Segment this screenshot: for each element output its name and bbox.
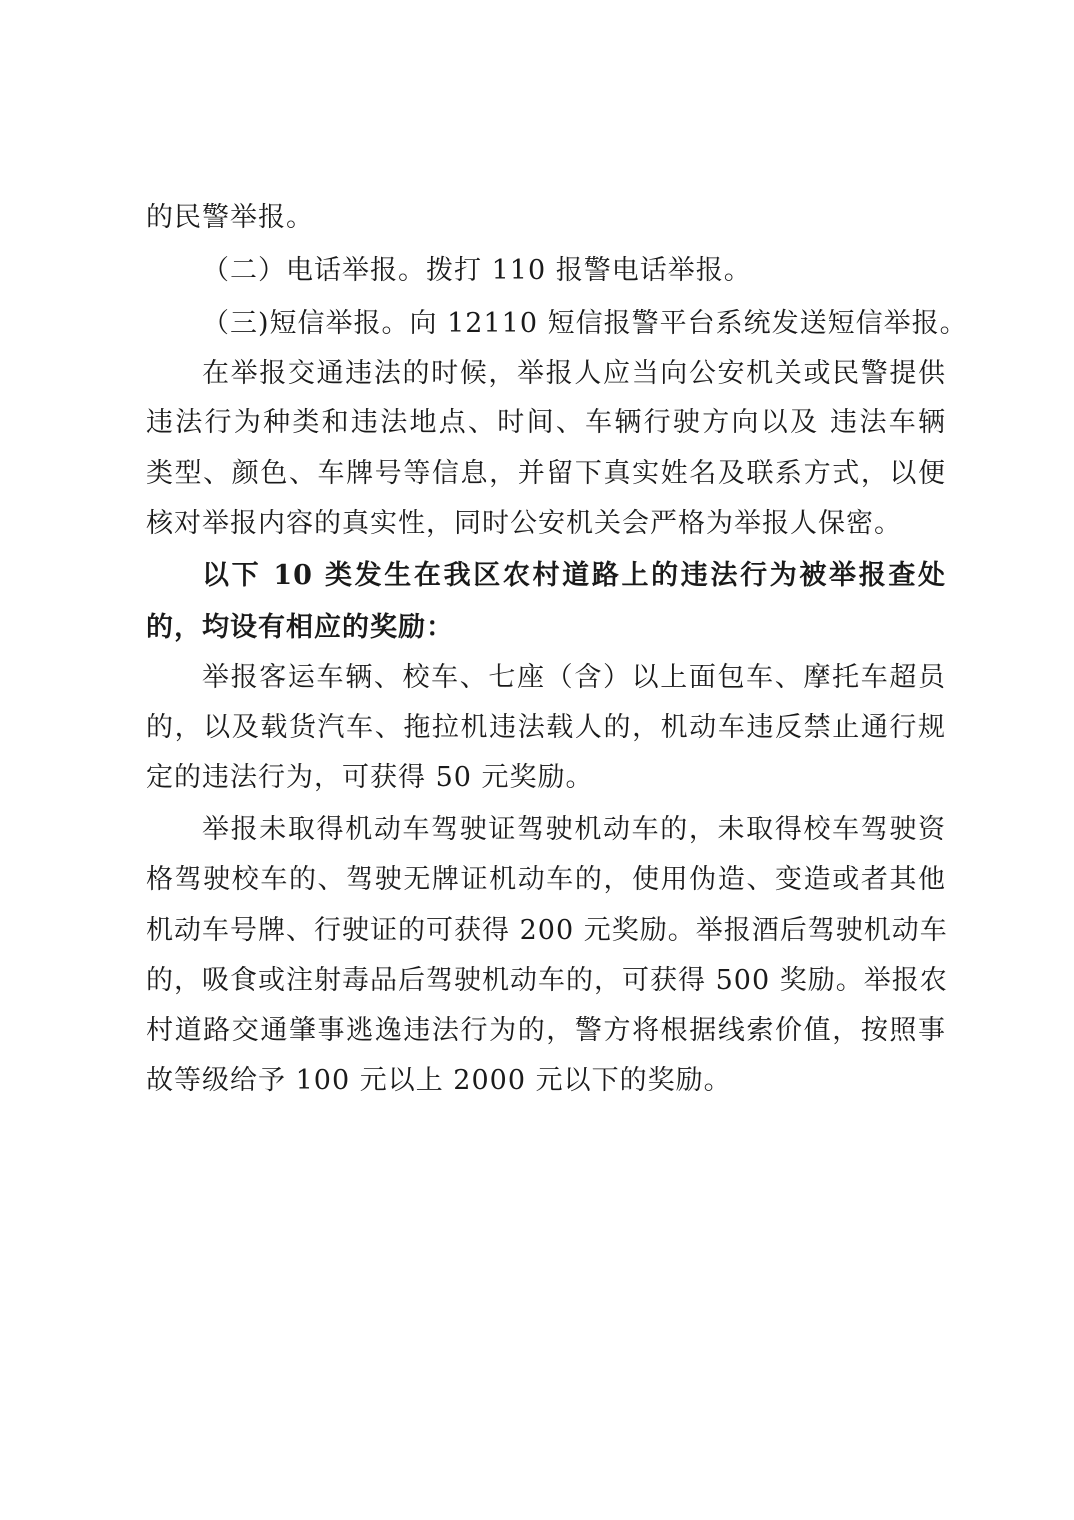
text-line: 故等级给予 100 元以上 2000 元以下的奖励。 <box>146 1065 732 1096</box>
text-line: （二）电话举报。拨打 110 报警电话举报。 <box>202 255 752 286</box>
text-line-bold: 以下 10 类发生在我区农村道路上的违法行为被举报查处 <box>202 560 946 591</box>
text-line: 的，吸食或注射毒品后驾驶机动车的，可获得 500 奖励。举报农 <box>146 965 948 996</box>
text-line: 核对举报内容的真实性，同时公安机关会严格为举报人保密。 <box>146 508 902 539</box>
text-line: 的，以及载货汽车、拖拉机违法载人的，机动车违反禁止通行规 <box>146 712 946 743</box>
text-line: 格驾驶校车的、驾驶无牌证机动车的，使用伪造、变造或者其他 <box>146 864 946 895</box>
text-line: 机动车号牌、行驶证的可获得 200 元奖励。举报酒后驾驶机动车 <box>146 915 948 946</box>
text-line-bold: 的，均设有相应的奖励： <box>146 612 454 643</box>
text-line: 定的违法行为，可获得 50 元奖励。 <box>146 762 594 793</box>
text-line: （三)短信举报。向 12110 短信报警平台系统发送短信举报。 <box>202 308 968 339</box>
text-line: 村道路交通肇事逃逸违法行为的，警方将根据线索价值，按照事 <box>146 1015 946 1046</box>
text-line: 类型、颜色、车牌号等信息，并留下真实姓名及联系方式，以便 <box>146 458 946 489</box>
text-line: 举报未取得机动车驾驶证驾驶机动车的，未取得校车驾驶资 <box>202 814 946 845</box>
text-line: 的民警举报。 <box>146 202 314 233</box>
text-line: 在举报交通违法的时候，举报人应当向公安机关或民警提供 <box>202 358 946 389</box>
text-line: 举报客运车辆、校车、七座（含）以上面包车、摩托车超员 <box>202 662 946 693</box>
text-line: 违法行为种类和违法地点、时间、车辆行驶方向以及 违法车辆 <box>146 407 946 438</box>
